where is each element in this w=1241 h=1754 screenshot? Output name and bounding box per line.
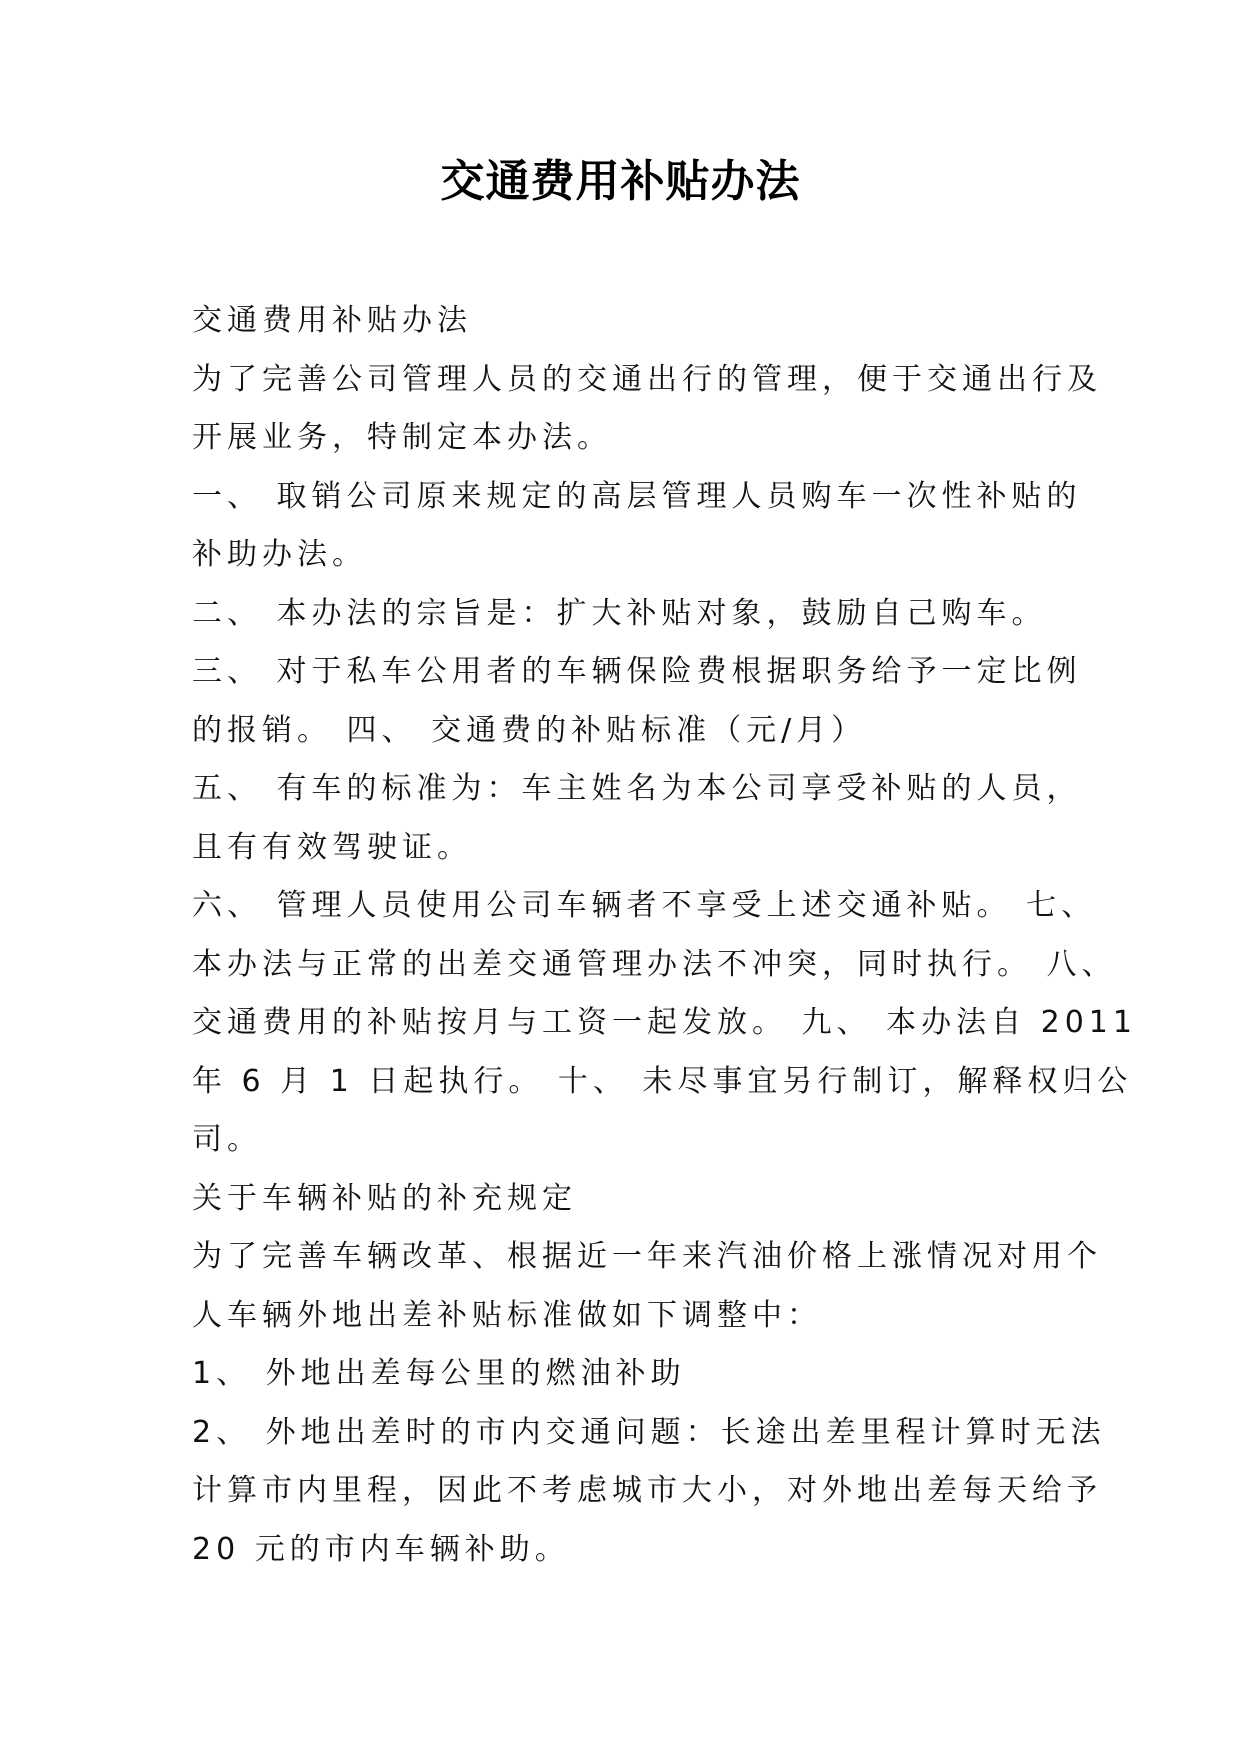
body-line: 关于车辆补贴的补充规定 bbox=[192, 1180, 577, 1216]
body-line: 本办法与正常的出差交通管理办法不冲突，同时执行。 八、 bbox=[192, 946, 1117, 982]
body-line: 且有有效驾驶证。 bbox=[192, 829, 472, 865]
body-line: 人车辆外地出差补贴标准做如下调整中： bbox=[192, 1297, 822, 1333]
body-line: 五、 有车的标准为：车主姓名为本公司享受补贴的人员， bbox=[192, 771, 1082, 806]
body-line: 开展业务，特制定本办法。 bbox=[192, 420, 612, 455]
body-line: 为了完善车辆改革、根据近一年来汽油价格上涨情况对用个 bbox=[192, 1239, 1102, 1274]
body-line: 年 6 月 1 日起执行。 十、 未尽事宜另行制订，解释权归公 bbox=[192, 1063, 1133, 1099]
body-line: 计算市内里程，因此不考虑城市大小，对外地出差每天给予 bbox=[192, 1473, 1102, 1508]
body-line: 1、 外地出差每公里的燃油补助 bbox=[192, 1356, 686, 1391]
body-line: 2、 外地出差时的市内交通问题：长途出差里程计算时无法 bbox=[192, 1414, 1106, 1450]
body-line: 的报销。 四、 交通费的补贴标准（元/月） bbox=[192, 712, 867, 748]
body-line: 三、 对于私车公用者的车辆保险费根据职务给予一定比例 bbox=[192, 654, 1082, 689]
body-line: 司。 bbox=[192, 1122, 262, 1157]
body-line: 交通费用的补贴按月与工资一起发放。 九、 本办法自 2011 bbox=[192, 1005, 1137, 1040]
document-title: 交通费用补贴办法 bbox=[440, 156, 801, 207]
document-body bbox=[192, 292, 1137, 1579]
body-line: 交通费用补贴办法 bbox=[192, 303, 472, 338]
body-line: 20 元的市内车辆补助。 bbox=[192, 1531, 570, 1567]
body-line: 一、 取销公司原来规定的高层管理人员购车一次性补贴的 bbox=[192, 478, 1082, 514]
body-line: 六、 管理人员使用公司车辆者不享受上述交通补贴。 七、 bbox=[192, 888, 1097, 923]
body-line: 二、 本办法的宗旨是：扩大补贴对象，鼓励自己购车。 bbox=[192, 595, 1047, 631]
body-line: 补助办法。 bbox=[192, 537, 367, 572]
body-line: 为了完善公司管理人员的交通出行的管理，便于交通出行及 bbox=[192, 361, 1102, 397]
